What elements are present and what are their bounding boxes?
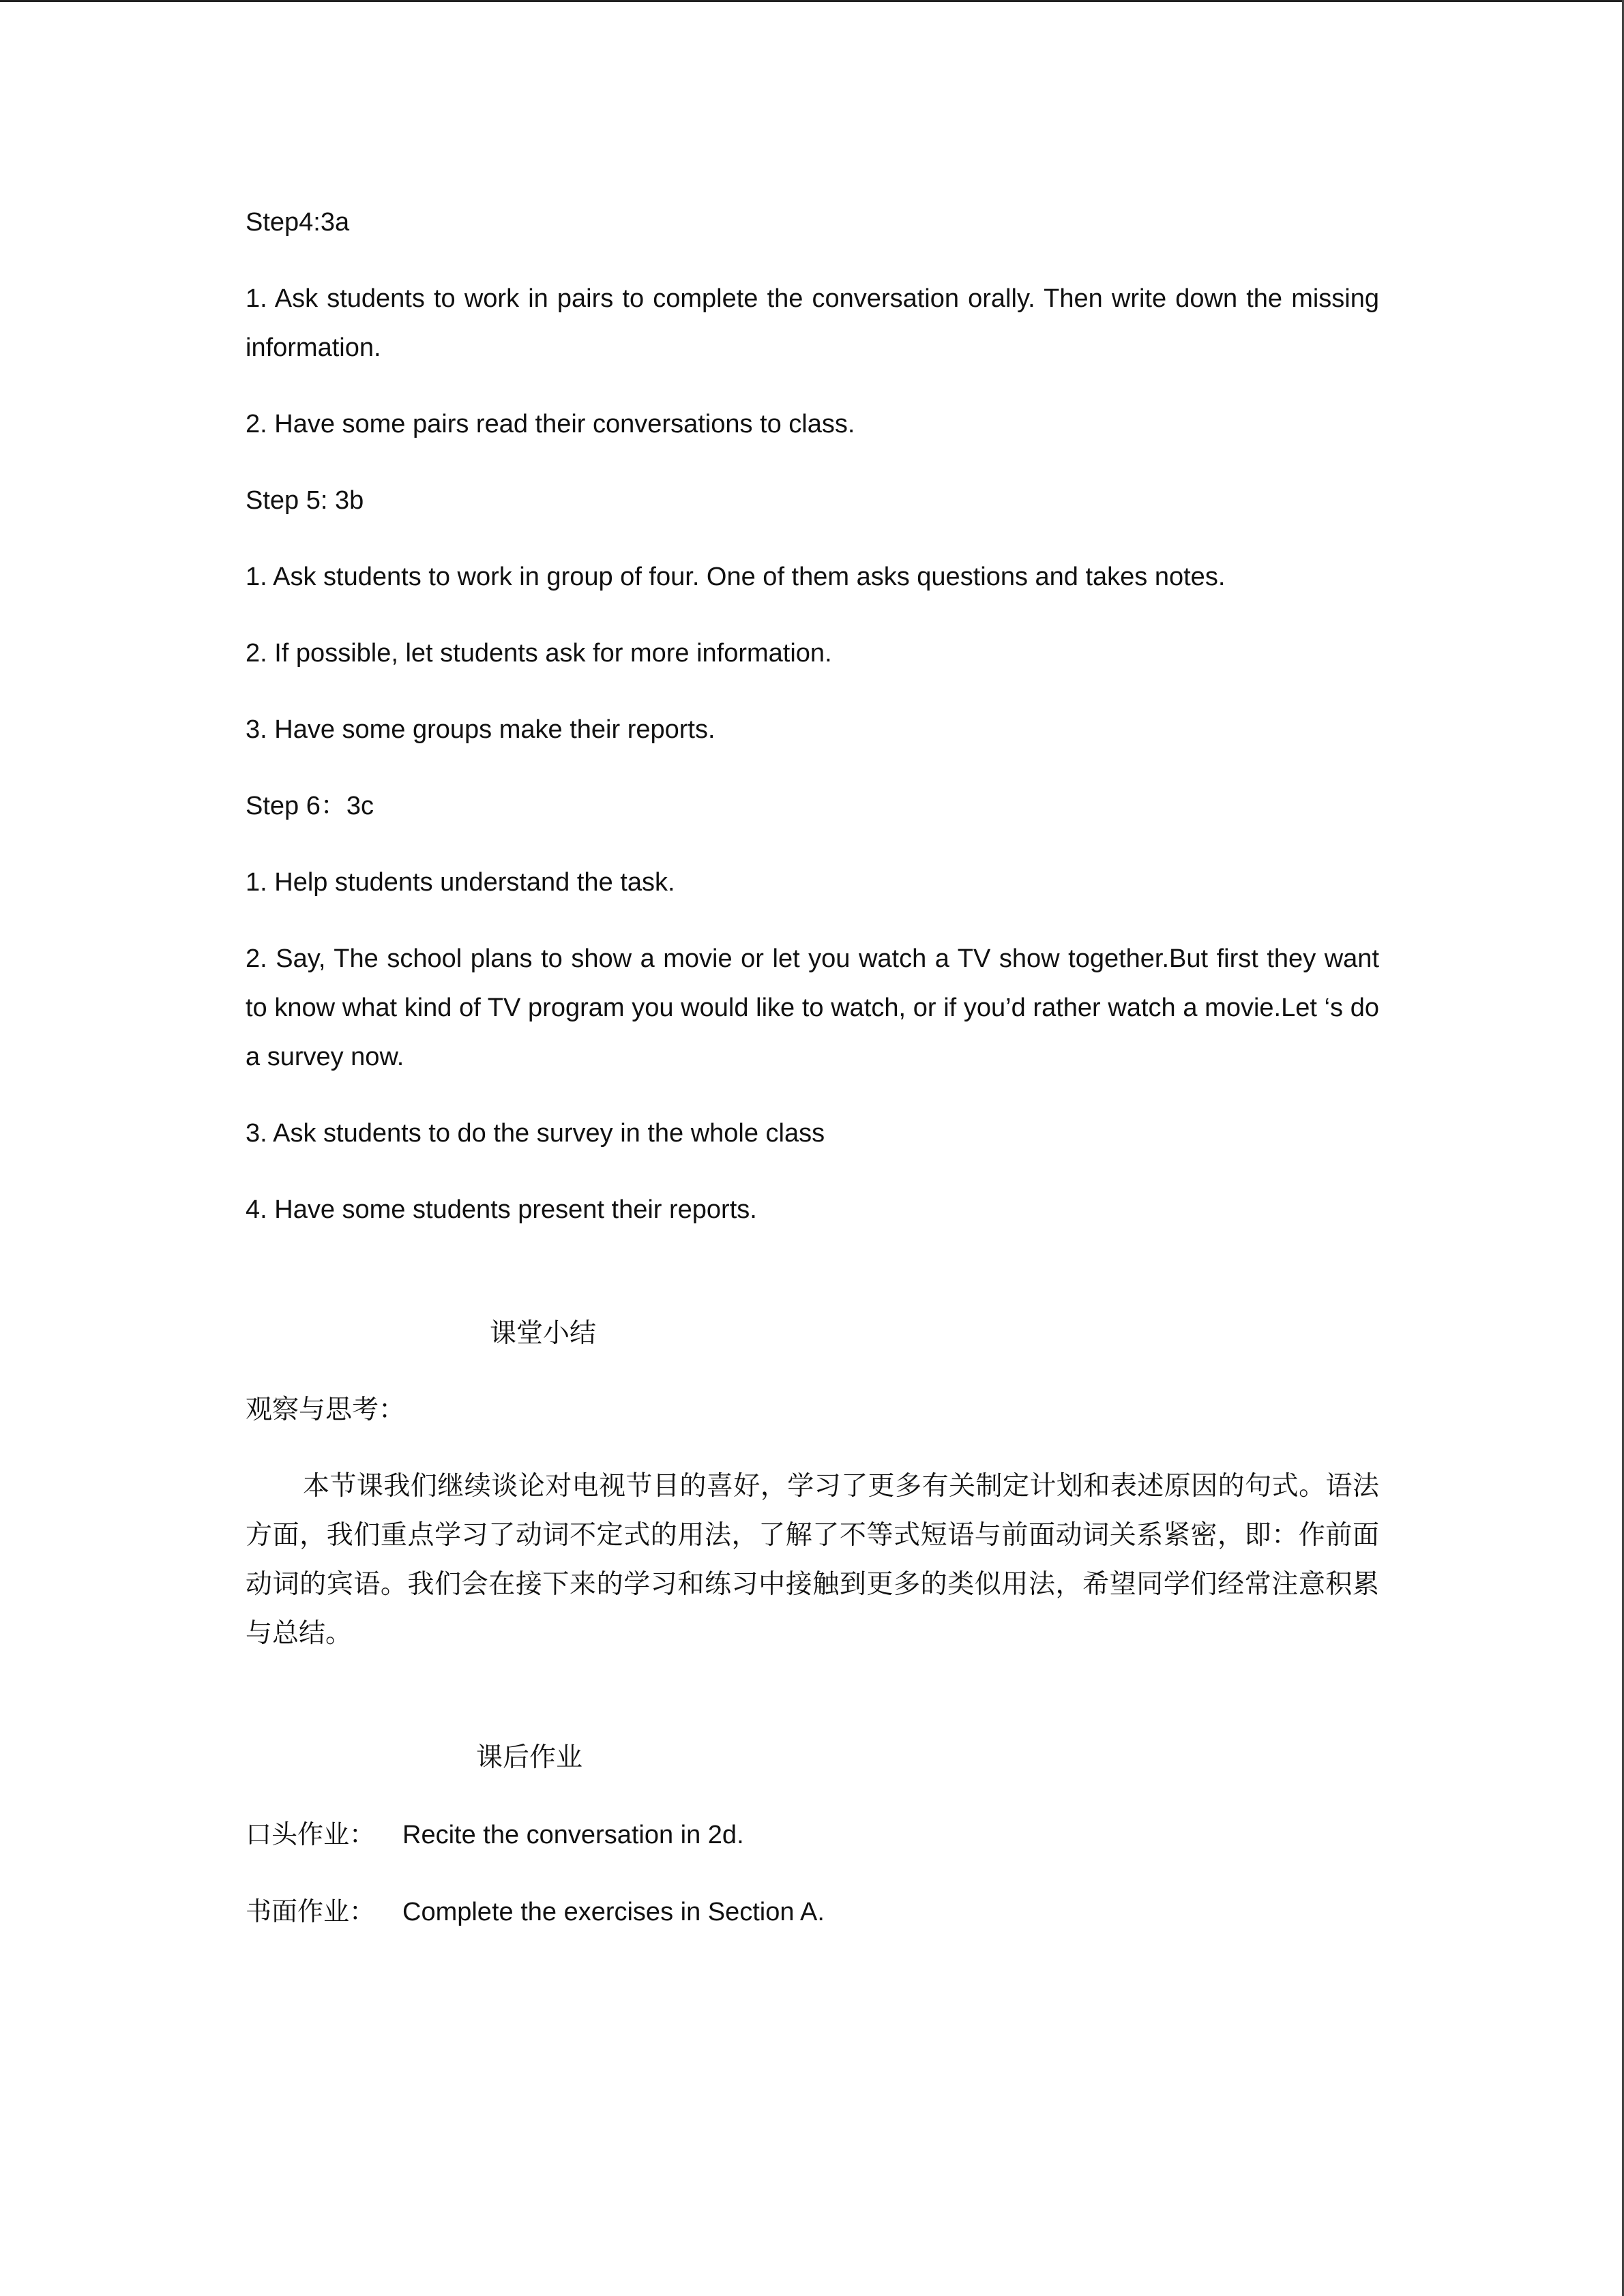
document-content <box>246 198 1379 1964</box>
step5-item-3: 3. Have some groups make their reports. <box>246 715 715 744</box>
step4-item-2: 2. Have some pairs read their conversations to class. <box>246 410 855 438</box>
page-top-border <box>0 0 1624 2</box>
summary-body: 本节课我们继续谈论对电视节目的喜好，学习了更多有关制定计划和表述原因的句式。语法方面，我们重点学习了动词不定式的用法，了解了不等式短语与前面动词关系紧密，即：作前面动词的宾语。我们会在接下来的学习和练习中接触到更多的类似用法，希望同学们经常注意积累与总结。 <box>246 1471 1379 1649</box>
homework-oral-text: Recite the conversation in 2d. <box>402 1821 744 1849</box>
homework-oral <box>246 1810 1379 1860</box>
summary-title: 课堂小结 <box>490 1318 597 1349</box>
homework-written-text: Complete the exercises in Section A. <box>402 1898 825 1926</box>
step5-item-2: 2. If possible, let students ask for more information. <box>246 639 832 668</box>
step5-heading: Step 5: 3b <box>246 486 364 515</box>
homework-title: 课后作业 <box>476 1742 583 1773</box>
summary-label: 观察与思考： <box>246 1395 406 1425</box>
homework-written <box>246 1887 1379 1937</box>
step4-heading: Step4:3a <box>246 208 350 237</box>
step6-heading: Step 6：3c <box>246 792 374 820</box>
step4-item-1: 1. Ask students to work in pairs to complete the conversation orally. Then write down the missing information. <box>246 284 1379 362</box>
step6-item-4: 4. Have some students present their reports. <box>246 1195 757 1224</box>
step6-item-1: 1. Help students understand the task. <box>246 868 675 897</box>
homework-written-label: 书面作业： <box>246 1896 376 1926</box>
step5-item-1: 1. Ask students to work in group of four. One of them asks questions and takes notes. <box>246 563 1226 591</box>
step6-item-2: 2. Say, The school plans to show a movie or let you watch a TV show together.But first they want to know what kind of TV program you would like to watch, or if you’d rather watch a movie.Let ‘s do a survey now. <box>246 944 1379 1071</box>
homework-oral-label: 口头作业： <box>246 1819 376 1849</box>
step6-item-3: 3. Ask students to do the survey in the whole class <box>246 1119 825 1148</box>
